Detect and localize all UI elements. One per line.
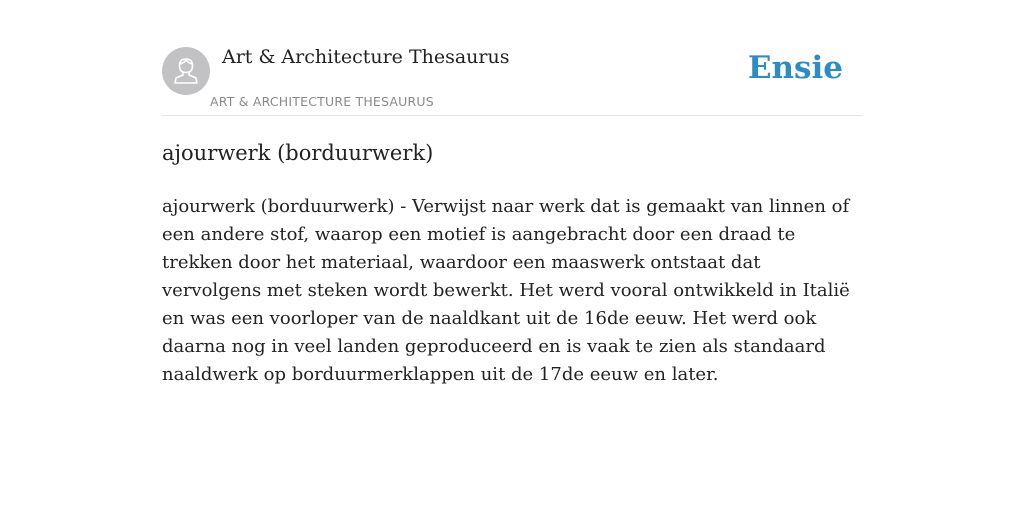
entry-title: ajourwerk (borduurwerk) xyxy=(162,141,434,165)
author-avatar[interactable] xyxy=(162,47,210,95)
header xyxy=(162,0,862,116)
author-name[interactable]: Art & Architecture Thesaurus xyxy=(222,46,510,68)
entry-definition: ajourwerk (borduurwerk) - Verwijst naar werk dat is gemaakt van linnen of een andere stof, waarop een motief is aangebracht door een draad te trekken door het materiaal, waardoor een maaswerk ontstaat dat vervolgens met steken wordt bewerkt. Het werd vooral ontwikkeld in Italië en was een voorloper van de naaldkant uit de 16de eeuw. Het werd ook daarna nog in veel landen geproduceerd en is vaak te zien als standaard naaldwerk op borduurmerklappen uit de 17de eeuw en later. xyxy=(162,196,850,385)
user-avatar-icon xyxy=(162,47,210,95)
ensie-logo-link[interactable]: Ensie xyxy=(747,50,843,86)
author-subtitle[interactable]: ART & ARCHITECTURE THESAURUS xyxy=(210,94,434,109)
